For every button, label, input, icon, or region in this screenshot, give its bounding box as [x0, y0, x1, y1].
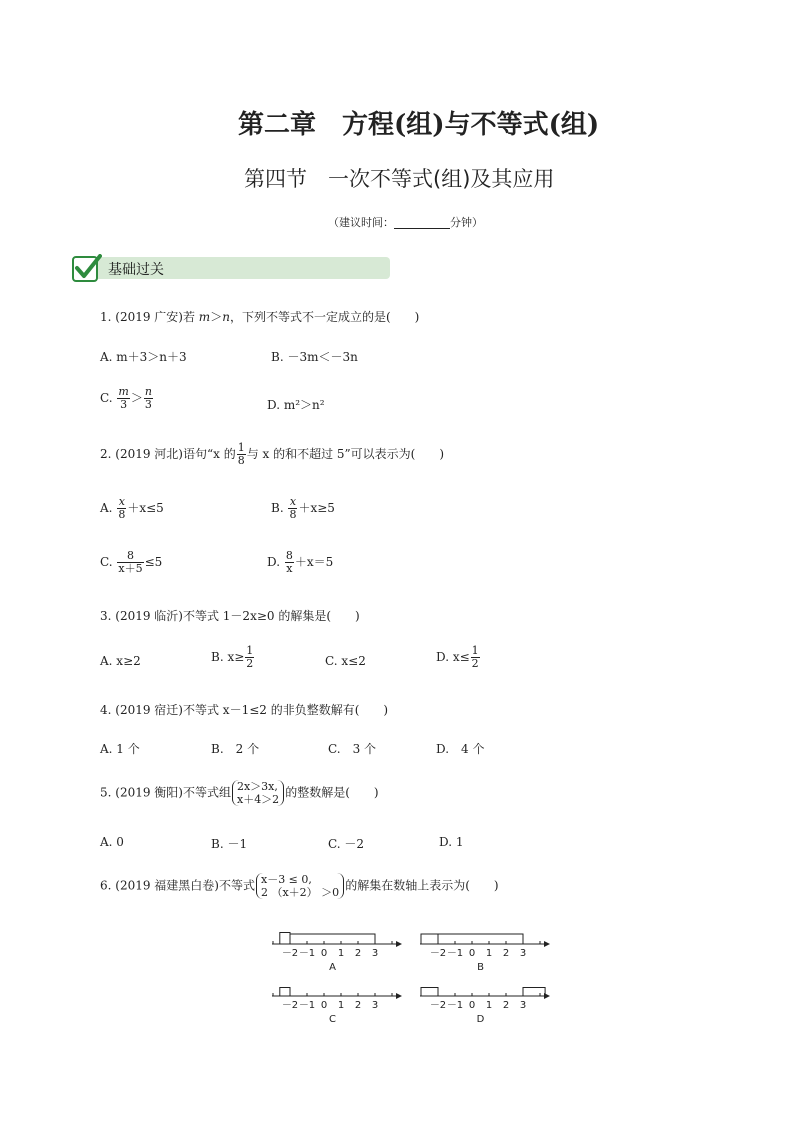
q2-stem-suffix: 与 x 的和不超过 5”可以表示为( ) [246, 447, 445, 461]
question-2-stem [100, 442, 444, 467]
q3-b-fraction [245, 645, 254, 670]
q5-option-c[interactable]: C. －2 [328, 837, 365, 851]
q2-b-den: 8 [289, 508, 297, 521]
q2-b-prefix: B. [271, 501, 284, 515]
q1-c-fraction-2 [144, 386, 153, 411]
q1-c-fraction-1 [117, 386, 129, 411]
tick-label: －2 [281, 948, 299, 959]
q5-system [232, 780, 284, 806]
q2-c-rest: ≤5 [144, 555, 163, 569]
q3-d-prefix: D. x≤ [436, 650, 470, 664]
q1-c-num1: m [118, 385, 129, 398]
q5-stem-suffix: 的整数解是( ) [285, 785, 379, 800]
q4-option-b[interactable]: B. 2 个 [211, 742, 260, 756]
tick-label: 0 [320, 948, 328, 959]
q3-option-c[interactable]: C. x≤2 [325, 654, 366, 668]
tick-label: 2 [354, 1000, 362, 1011]
q2-d-fraction [285, 550, 294, 575]
q1-stem-prefix: 1. (2019 广安)若 [100, 310, 199, 324]
q2-d-den: x [286, 562, 293, 575]
q4-option-a[interactable]: A. 1 个 [100, 742, 140, 756]
q2-d-rest: ＋x＝5 [294, 555, 334, 569]
q2-c-den: x＋5 [118, 562, 143, 575]
q2-stem-den: 8 [237, 454, 245, 467]
q3-b-den: 2 [246, 657, 254, 670]
q2-c-prefix: C. [100, 555, 113, 569]
solution-bracket [421, 934, 438, 944]
q2-a-rest: ＋x≤5 [127, 501, 164, 515]
question-5-stem [100, 780, 379, 806]
q1-c-den2: 3 [144, 398, 152, 411]
q2-stem-num: 1 [237, 441, 245, 454]
panel-label: C [329, 1014, 336, 1025]
q2-option-a[interactable] [100, 496, 164, 521]
chapter-title: 第二章 方程(组)与不等式(组) [238, 110, 600, 140]
q3-d-den: 2 [471, 657, 479, 670]
question-6-stem [100, 873, 499, 899]
solution-bracket [421, 988, 438, 997]
question-3-stem: 3. (2019 临沂)不等式 1－2x≥0 的解集是( ) [100, 609, 360, 623]
q2-b-num: x [289, 495, 297, 508]
q2-c-fraction [117, 550, 143, 575]
q2-stem-prefix: 2. (2019 河北)语句“x 的 [100, 447, 236, 461]
q6-system-line-2: 2 （x＋2） ＞0 [260, 886, 340, 899]
q2-c-num: 8 [117, 550, 143, 563]
q2-option-c[interactable] [100, 550, 162, 575]
number-line-a[interactable] [272, 933, 402, 974]
panel-label: A [329, 962, 336, 973]
solution-bracket [280, 933, 290, 945]
q1-option-d[interactable]: D. m²＞n² [267, 398, 325, 412]
q5-option-a[interactable]: A. 0 [100, 835, 124, 849]
q2-a-prefix: A. [100, 501, 113, 515]
section-banner-label: 基础过关 [108, 262, 164, 278]
q1-gt: ＞ [210, 310, 223, 324]
q4-option-d[interactable]: D. 4 个 [436, 742, 485, 756]
time-hint [328, 214, 483, 230]
section-banner [72, 254, 390, 280]
solution-bracket [290, 934, 375, 944]
q4-option-c[interactable]: C. 3 个 [328, 742, 377, 756]
tick-label: －1 [446, 948, 464, 959]
q5-option-d[interactable]: D. 1 [439, 835, 464, 849]
tick-label: －1 [446, 1000, 464, 1011]
q3-d-num: 1 [471, 644, 479, 657]
q3-option-b[interactable] [211, 645, 255, 670]
q2-d-prefix: D. [267, 555, 281, 569]
q3-d-fraction [471, 645, 480, 670]
q1-option-a[interactable]: A. m＋3＞n＋3 [100, 350, 187, 364]
q1-option-c[interactable] [100, 386, 154, 411]
q6-stem-prefix: 6. (2019 福建黑白卷)不等式 [100, 878, 255, 893]
q1-c-gt: ＞ [130, 391, 143, 405]
number-line-c[interactable] [272, 988, 402, 1026]
tick-label: －1 [298, 948, 316, 959]
tick-label: －2 [429, 948, 447, 959]
q6-stem-suffix: 的解集在数轴上表示为( ) [345, 878, 499, 893]
number-line-d[interactable] [420, 988, 550, 1026]
q1-var-n: n [222, 310, 230, 324]
number-line-b[interactable] [420, 934, 550, 973]
q3-b-num: 1 [246, 644, 254, 657]
time-hint-suffix: 分钟） [450, 216, 483, 229]
tick-label: －1 [298, 1000, 316, 1011]
q3-option-d[interactable] [436, 645, 481, 670]
solution-bracket [280, 988, 290, 997]
tick-label: 3 [371, 948, 379, 959]
panel-label: D [476, 1014, 485, 1025]
panel-label: B [477, 962, 484, 973]
tick-label: 3 [371, 1000, 379, 1011]
q2-stem-fraction [237, 442, 246, 467]
tick-label: 3 [519, 1000, 527, 1011]
q3-b-prefix: B. x≥ [211, 650, 245, 664]
q2-a-num: x [118, 495, 125, 508]
q6-system-line-1: x－3 ≤ 0, [260, 873, 312, 886]
tick-label: －2 [429, 1000, 447, 1011]
tick-label: 1 [337, 1000, 345, 1011]
q1-var-m: m [198, 310, 211, 324]
tick-label: 0 [320, 1000, 328, 1011]
q6-system [256, 873, 344, 899]
q1-option-b[interactable]: B. －3m＜－3n [271, 350, 358, 364]
tick-label: 0 [468, 948, 476, 959]
question-4-stem: 4. (2019 宿迁)不等式 x－1≤2 的非负整数解有( ) [100, 703, 389, 717]
tick-label: 2 [502, 1000, 510, 1011]
q2-b-rest: ＋x≥5 [298, 501, 335, 515]
axis-arrow-icon [396, 941, 402, 947]
time-blank [394, 218, 450, 229]
tick-label: 1 [485, 1000, 493, 1011]
tick-label: 0 [468, 1000, 476, 1011]
q2-option-d[interactable] [267, 550, 333, 575]
tick-label: 2 [502, 948, 510, 959]
q2-d-num: 8 [285, 549, 293, 562]
time-hint-prefix: （建议时间： [328, 216, 394, 229]
check-icon [72, 254, 102, 282]
q1-c-num2: n [144, 385, 152, 398]
tick-label: －2 [281, 1000, 299, 1011]
q5-system-line-2: x＋4＞2 [236, 793, 280, 806]
solution-bracket [438, 934, 523, 944]
q2-a-fraction [117, 496, 126, 521]
q1-c-prefix: C. [100, 391, 113, 405]
tick-label: 1 [485, 948, 493, 959]
q5-stem-prefix: 5. (2019 衡阳)不等式组 [100, 785, 231, 800]
question-1-stem [100, 308, 419, 325]
axis-arrow-icon [396, 993, 402, 999]
q5-system-line-1: 2x＞3x, [236, 780, 278, 793]
axis-arrow-icon [544, 941, 550, 947]
q3-option-a[interactable]: A. x≥2 [100, 654, 141, 668]
q5-option-b[interactable]: B. －1 [211, 837, 248, 851]
q2-option-b[interactable] [271, 496, 335, 521]
section-title: 第四节 一次不等式(组)及其应用 [244, 167, 555, 191]
number-line-figure [266, 924, 556, 1028]
q1-c-den1: 3 [120, 398, 128, 411]
q1-stem-suffix: ，下列不等式不一定成立的是( ) [229, 310, 420, 324]
q2-a-den: 8 [118, 508, 126, 521]
tick-label: 1 [337, 948, 345, 959]
q2-b-fraction [288, 496, 297, 521]
tick-label: 2 [354, 948, 362, 959]
solution-bracket [523, 988, 545, 997]
tick-label: 3 [519, 948, 527, 959]
